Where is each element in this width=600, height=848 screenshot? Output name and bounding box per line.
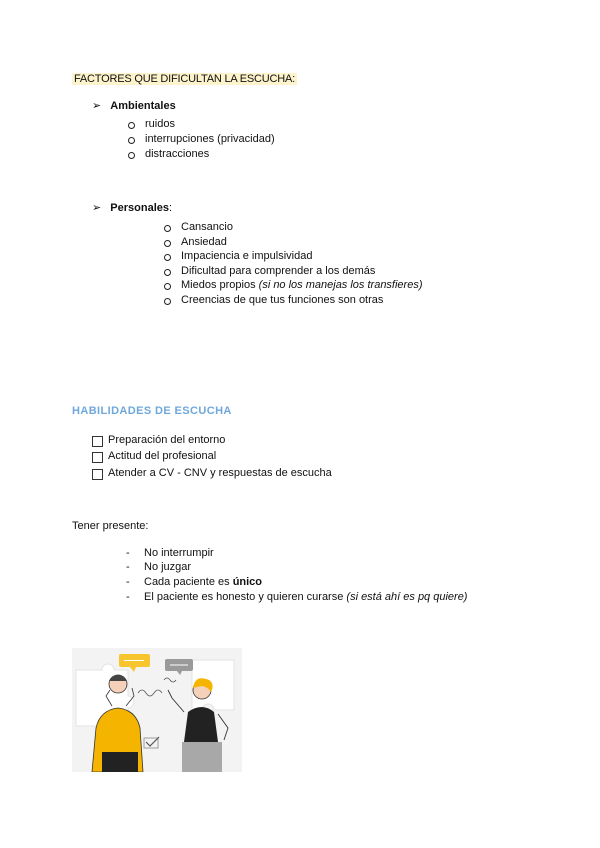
list-item: - No interrumpir	[126, 547, 214, 559]
list-item: distracciones	[128, 148, 428, 160]
circle-bullet-icon	[164, 283, 171, 290]
group-ambientales	[92, 99, 176, 112]
list-item: Impaciencia e impulsividad	[164, 250, 484, 262]
circle-bullet-icon	[164, 225, 171, 232]
list-item: - El paciente es honesto y quieren curarse (si está ahí es pq quiere)	[126, 591, 468, 603]
checkbox[interactable]	[92, 436, 103, 447]
circle-bullet-icon	[164, 298, 171, 305]
listening-illustration	[72, 648, 242, 772]
dash-bullet-icon: -	[126, 561, 130, 573]
dash-bullet-icon: -	[126, 591, 130, 603]
group-label: Personales	[110, 202, 169, 214]
paragraph-intro: Tener presente:	[72, 520, 149, 532]
circle-bullet-icon	[164, 269, 171, 276]
checklist-item: Atender a CV - CNV y respuestas de escucha	[92, 467, 412, 479]
list-item: ruidos	[128, 118, 428, 130]
list-item: Ansiedad	[164, 236, 484, 248]
checklist-item: Actitud del profesional	[92, 450, 392, 462]
arrow-bullet-icon: ➢	[92, 202, 102, 214]
arrow-bullet-icon: ➢	[92, 100, 102, 112]
list-item: - No juzgar	[126, 561, 192, 573]
list-item: - Cada paciente es único	[126, 576, 263, 588]
circle-bullet-icon	[128, 152, 135, 159]
dash-bullet-icon: -	[126, 576, 130, 588]
section-title-factores: FACTORES QUE DIFICULTAN LA ESCUCHA:	[74, 73, 295, 85]
list-item: Dificultad para comprender a los demás	[164, 265, 484, 277]
section-title-habilidades: HABILIDADES DE ESCUCHA	[72, 405, 232, 417]
illustration-svg	[72, 648, 242, 772]
circle-bullet-icon	[164, 240, 171, 247]
dash-bullet-icon: -	[126, 547, 130, 559]
list-item: interrupciones (privacidad)	[128, 133, 428, 145]
checkbox[interactable]	[92, 469, 103, 480]
list-item: Creencias de que tus funciones son otras	[164, 294, 484, 306]
checklist-item: Preparación del entorno	[92, 434, 392, 446]
list-item: Cansancio	[164, 221, 484, 233]
circle-bullet-icon	[128, 122, 135, 129]
circle-bullet-icon	[164, 254, 171, 261]
group-label: Ambientales	[110, 100, 176, 112]
list-item: Miedos propios (si no los manejas los transfieres)	[164, 279, 484, 291]
circle-bullet-icon	[128, 137, 135, 144]
group-personales: ➢ Personales:	[92, 202, 173, 214]
checkbox[interactable]	[92, 452, 103, 463]
